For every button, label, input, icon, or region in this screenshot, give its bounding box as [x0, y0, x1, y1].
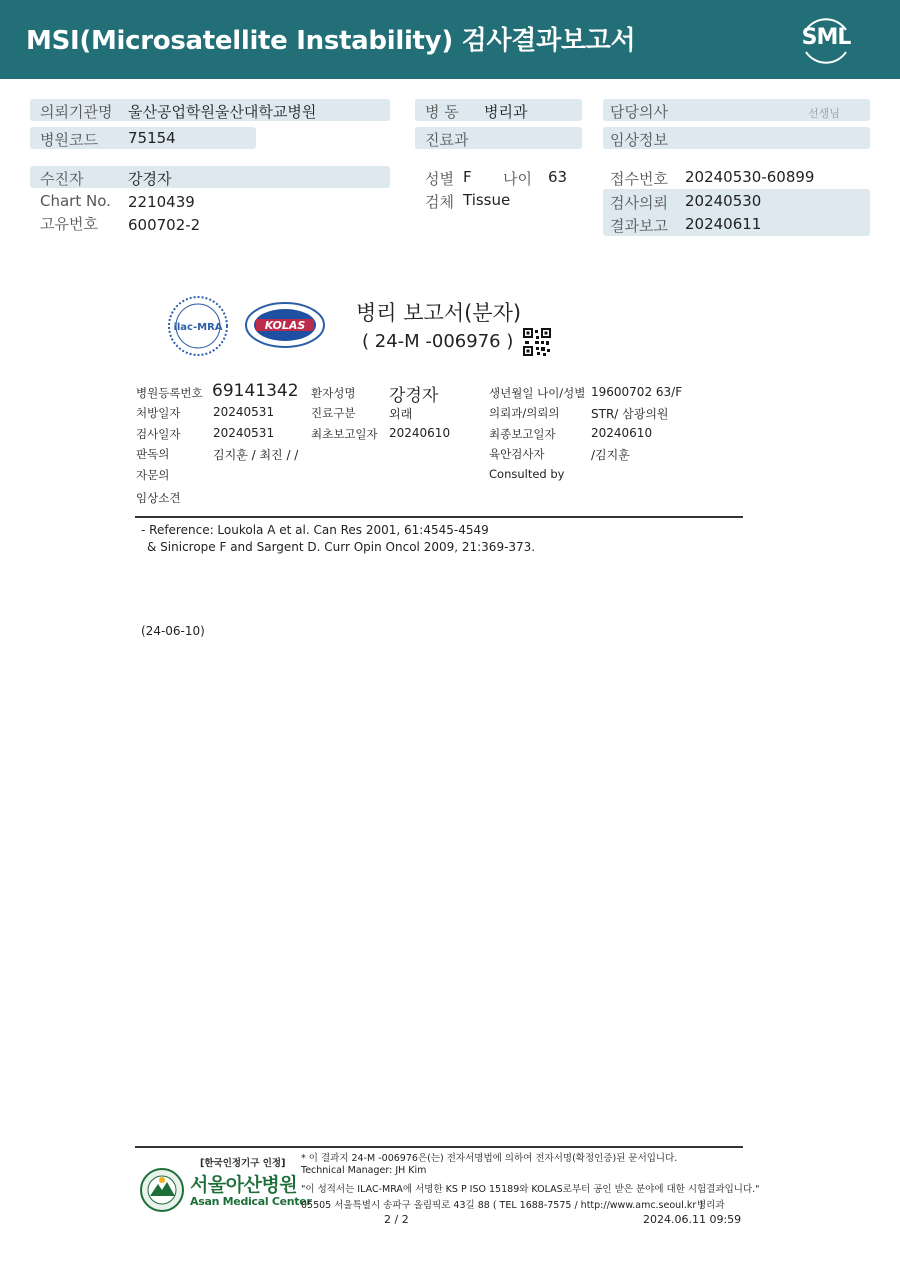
- unique-no-value: 600702-2: [128, 216, 201, 234]
- print-timestamp: 2024.06.11 09:59: [643, 1213, 742, 1226]
- first-report-label: 최초보고일자: [311, 427, 378, 441]
- final-report-label: 최종보고일자: [489, 427, 556, 441]
- section-divider: [135, 516, 743, 518]
- exam-date-label: 검사일자: [136, 427, 181, 441]
- unique-no-label: 고유번호: [40, 215, 98, 233]
- accreditation-label: [한국인정기구 인정]: [200, 1158, 286, 1169]
- visit-type-value: 외래: [389, 407, 413, 421]
- qr-code-icon: [523, 328, 551, 356]
- specimen-value: Tissue: [463, 191, 511, 209]
- page-title: MSI(Microsatellite Instability) 검사결과보고서: [26, 26, 636, 56]
- ilac-logo-text: ilac-MRA: [173, 322, 223, 333]
- birth-value: 19600702 63/F: [591, 385, 683, 399]
- report-title: 병리 보고서(분자): [356, 301, 522, 325]
- request-institution-label: 의뢰기관명: [40, 103, 113, 121]
- footer-divider: [135, 1146, 743, 1148]
- sex-label: 성별: [425, 170, 454, 188]
- footer-line-3: "이 성적서는 ILAC-MRA에 서명한 KS P ISO 15189와 KOLAS로부터 공인 받은 분야에 대한 시험결과입니다.": [301, 1184, 760, 1195]
- doctor-suffix: 선생님: [808, 107, 840, 120]
- report-header: [0, 0, 900, 79]
- footer-line-1: * 이 결과지 24-M -006976은(는) 전자서명법에 의하여 전자서명(확정인증)된 문서입니다.: [301, 1153, 678, 1164]
- sml-logo: [796, 12, 856, 68]
- doctor-label: 담당의사: [610, 103, 668, 121]
- patient-label: 수진자: [40, 170, 84, 188]
- footer-line-4: 05505 서울특별시 송파구 올림픽로 43길 88 ( TEL 1688-7575 / http://www.amc.seoul.kr ): [301, 1200, 703, 1211]
- prescription-date-value: 20240531: [213, 405, 275, 419]
- kolas-logo-text: KOLAS: [264, 319, 306, 332]
- receipt-no-label: 접수번호: [610, 170, 668, 188]
- dept-label: 진료과: [425, 131, 469, 149]
- prescription-date-label: 처방일자: [136, 406, 181, 420]
- ilac-mra-logo: [167, 295, 229, 357]
- reg-no-value: 69141342: [212, 381, 299, 401]
- reg-no-label: 병원등록번호: [136, 386, 203, 400]
- request-institution-value: 울산공업학원울산대학교병원: [128, 103, 317, 121]
- visit-type-label: 진료구분: [311, 406, 356, 420]
- exam-date-value: 20240531: [213, 426, 275, 440]
- gross-examiner-label: 육안검사자: [489, 447, 545, 461]
- test-request-label: 검사의뢰: [610, 194, 668, 212]
- hospital-name-ko: 서울아산병원: [190, 1174, 298, 1196]
- patient-bar: [30, 166, 390, 188]
- reader-value: 김지훈 / 최진 / /: [213, 448, 299, 462]
- hospital-code-value: 75154: [128, 129, 176, 147]
- age-label: 나이: [503, 170, 532, 188]
- consulted-by-label: Consulted by: [489, 467, 565, 481]
- age-value: 63: [548, 168, 568, 186]
- chart-no-label: Chart No.: [40, 192, 111, 210]
- receipt-no-value: 20240530-60899: [685, 168, 815, 186]
- birth-label: 생년월일 나이/성별: [489, 386, 586, 400]
- footer-dept: 병리과: [697, 1200, 725, 1211]
- gross-examiner-value: /김지훈: [591, 448, 630, 462]
- referring-value: STR/ 삼광의원: [591, 407, 669, 421]
- hospital-name-en: Asan Medical Center: [190, 1195, 312, 1208]
- page-number: 2 / 2: [384, 1213, 409, 1226]
- consultant-label: 자문의: [136, 468, 170, 482]
- specimen-label: 검체: [425, 193, 454, 211]
- hospital-code-label: 병원코드: [40, 131, 98, 149]
- asan-emblem-icon: [140, 1168, 184, 1212]
- patient-name-label: 환자성명: [311, 386, 356, 400]
- report-date-note: (24-06-10): [141, 624, 205, 638]
- test-request-value: 20240530: [685, 192, 762, 210]
- report-number: ( 24-M -006976 ): [362, 331, 514, 352]
- ward-value: 병리과: [484, 103, 528, 121]
- result-report-value: 20240611: [685, 215, 762, 233]
- kolas-logo: [244, 301, 326, 349]
- clinical-info-label: 임상정보: [610, 131, 668, 149]
- reader-label: 판독의: [136, 447, 170, 461]
- ward-label: 병 동: [425, 103, 459, 121]
- referring-label: 의뢰과/의뢰의: [489, 406, 560, 420]
- result-report-label: 결과보고: [610, 217, 668, 235]
- sex-value: F: [463, 168, 472, 186]
- chart-no-value: 2210439: [128, 193, 195, 211]
- sml-logo-text: SML: [801, 25, 851, 50]
- footer-line-2: Technical Manager: JH Kim: [301, 1165, 427, 1176]
- reference-line-2: & Sinicrope F and Sargent D. Curr Opin Oncol 2009, 21:369-373.: [147, 540, 536, 554]
- final-report-value: 20240610: [591, 426, 653, 440]
- reference-line-1: - Reference: Loukola A et al. Can Res 2001, 61:4545-4549: [141, 523, 489, 537]
- first-report-value: 20240610: [389, 426, 451, 440]
- patient-value: 강경자: [128, 170, 172, 188]
- patient-name-value: 강경자: [389, 386, 439, 406]
- clinical-findings-label: 임상소견: [136, 491, 181, 505]
